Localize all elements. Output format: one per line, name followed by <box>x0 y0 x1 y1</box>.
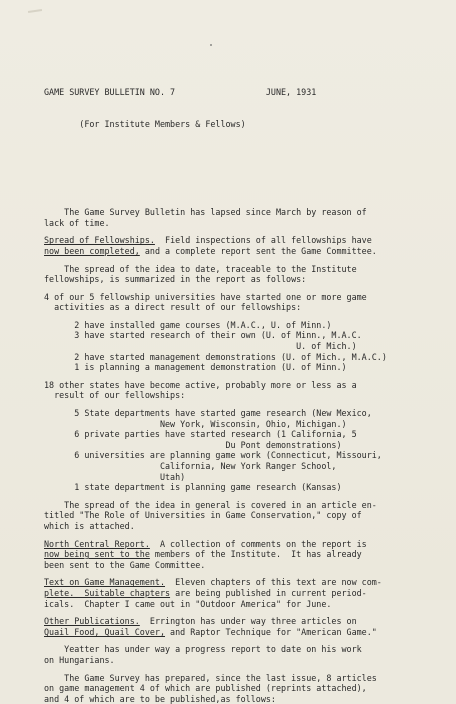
line-text: 3 have started research of their own (U. of Minn., M.A.C. <box>44 330 362 341</box>
line-text: been sent to the Game Committee. <box>44 559 206 570</box>
line-text: 1 is planning a management demonstration (U. of Minn.) <box>44 362 347 373</box>
line-text: Eleven chapters of this text are now com- <box>165 577 382 588</box>
line-text: The Game Survey has prepared, since the last issue, 8 articles <box>44 672 377 683</box>
text-line <box>44 673 424 684</box>
line-text: 5 State departments have started game research (New Mexico, <box>44 408 372 419</box>
line-text: 18 other states have become active, probably more or less as a <box>44 379 357 390</box>
text-line <box>44 235 424 246</box>
paragraph-gap <box>44 637 424 644</box>
text-line <box>44 577 424 588</box>
text-line <box>44 500 424 511</box>
line-text: and 4 of which are to be published,as follows: <box>44 693 276 704</box>
paragraph-gap <box>44 373 424 380</box>
text-line <box>44 482 424 493</box>
line-text: 1 state department is planning game research (Kansas) <box>44 482 342 493</box>
line-text: 6 private parties have started research (1 California, 5 <box>44 429 357 440</box>
paragraph-gap <box>44 285 424 292</box>
text-line <box>44 539 424 550</box>
text-line <box>44 264 424 275</box>
paragraph-gap <box>44 532 424 539</box>
header-line <box>44 87 424 98</box>
paragraph-gap <box>44 666 424 673</box>
text-line <box>44 510 424 521</box>
document-body <box>44 66 424 704</box>
line-text: New York, Wisconsin, Ohio, Michigan.) <box>44 418 347 429</box>
text-line <box>44 408 424 419</box>
text-line <box>44 218 424 229</box>
underlined-text: now being sent to the <box>44 549 150 560</box>
text-line <box>44 302 424 313</box>
line-text: on Hungarians. <box>44 654 115 665</box>
line-text: Utah) <box>44 471 186 482</box>
text-line <box>44 330 424 341</box>
text-line <box>44 461 424 472</box>
text-line <box>44 274 424 285</box>
section-heading: Spread of Fellowships. <box>44 235 155 246</box>
subtitle-line <box>44 119 424 130</box>
line-text: 2 have installed game courses (M.A.C., U. of Minn.) <box>44 319 332 330</box>
text-line <box>44 320 424 331</box>
section-heading: Other Publications. <box>44 616 140 627</box>
line-text: are being published in current period- <box>170 587 367 598</box>
line-text: result of our fellowships: <box>44 390 186 401</box>
bulletin-title: GAME SURVEY BULLETIN NO. 7 <box>44 87 176 98</box>
line-text: on game management 4 of which are published (reprints attached), <box>44 683 367 694</box>
paragraph-gap <box>44 570 424 577</box>
text-line <box>44 429 424 440</box>
paper-speck <box>210 44 212 46</box>
text-line <box>44 472 424 483</box>
text-line <box>44 521 424 532</box>
line-text: A collection of comments on the report is <box>149 538 367 549</box>
paragraph-gap <box>44 313 424 320</box>
text-line <box>44 627 424 638</box>
line-text: and Raptor Technique for "American Game." <box>165 626 377 637</box>
text-line <box>44 616 424 627</box>
underlined-text: Quail Food, Quail Cover, <box>44 626 166 637</box>
bulletin-date: JUNE, 1931 <box>265 87 317 98</box>
paragraph-gap <box>44 493 424 500</box>
line-text: titled "The Role of Universities in Game Conservation," copy of <box>44 510 362 521</box>
paragraph-gap <box>44 401 424 408</box>
line-text: icals. Chapter I came out in "Outdoor America" for June. <box>44 598 332 609</box>
text-line <box>44 352 424 363</box>
line-text: 6 universities are planning game work (Connecticut, Missouri, <box>44 450 382 461</box>
line-text: The spread of the idea in general is covered in an article en- <box>44 499 377 510</box>
text-line <box>44 683 424 694</box>
line-text: lack of time. <box>44 217 110 228</box>
paragraph-gap <box>44 609 424 616</box>
line-text: The spread of the idea to date, traceable to the Institute <box>44 263 357 274</box>
line-text: and a complete report sent the Game Committee. <box>139 245 377 256</box>
underlined-text: now been completed, <box>44 245 140 256</box>
text-line <box>44 440 424 451</box>
line-text: Errington has under way three articles on <box>139 616 357 627</box>
text-line <box>44 380 424 391</box>
text-line <box>44 450 424 461</box>
text-line <box>44 560 424 571</box>
text-line <box>44 588 424 599</box>
line-text: 2 have started management demonstrations (U. of Mich., M.A.C.) <box>44 351 387 362</box>
text-line <box>44 419 424 430</box>
line-text: activities as a direct result of our fellowships: <box>44 302 302 313</box>
line-text: Yeatter has under way a progress report to date on his work <box>44 644 362 655</box>
text-line <box>44 599 424 610</box>
paper-mark <box>28 9 42 13</box>
bulletin-subtitle: (For Institute Members & Fellows) <box>79 118 246 129</box>
line-text: Du Pont demonstrations) <box>44 439 342 450</box>
paragraph-gap <box>44 257 424 264</box>
line-text: California, New York Ranger School, <box>44 461 337 471</box>
text-line <box>44 341 424 352</box>
text-line <box>44 390 424 401</box>
section-heading: Text on Game Management. <box>44 577 166 588</box>
line-text: Field inspections of all fellowships have <box>154 235 372 246</box>
underlined-text: plete. Suitable chapters <box>44 587 171 598</box>
text-line <box>44 644 424 655</box>
line-text: which is attached. <box>44 520 135 531</box>
text-line <box>44 655 424 666</box>
text-line <box>44 207 424 218</box>
text-line <box>44 362 424 373</box>
section-heading: North Central Report. <box>44 538 150 549</box>
line-text: U. of Mich.) <box>44 341 357 352</box>
line-text: members of the Institute. It has already <box>149 549 362 560</box>
line-text: fellowships, is summarized in the report as follows: <box>44 274 307 285</box>
line-text: 4 of our 5 fellowship universities have started one or more game <box>44 291 367 302</box>
text-line <box>44 549 424 560</box>
text-line <box>44 292 424 303</box>
text-line <box>44 246 424 257</box>
line-text: The Game Survey Bulletin has lapsed since March by reason of <box>44 207 367 218</box>
text-line <box>44 694 424 704</box>
paragraph-gap <box>44 228 424 235</box>
